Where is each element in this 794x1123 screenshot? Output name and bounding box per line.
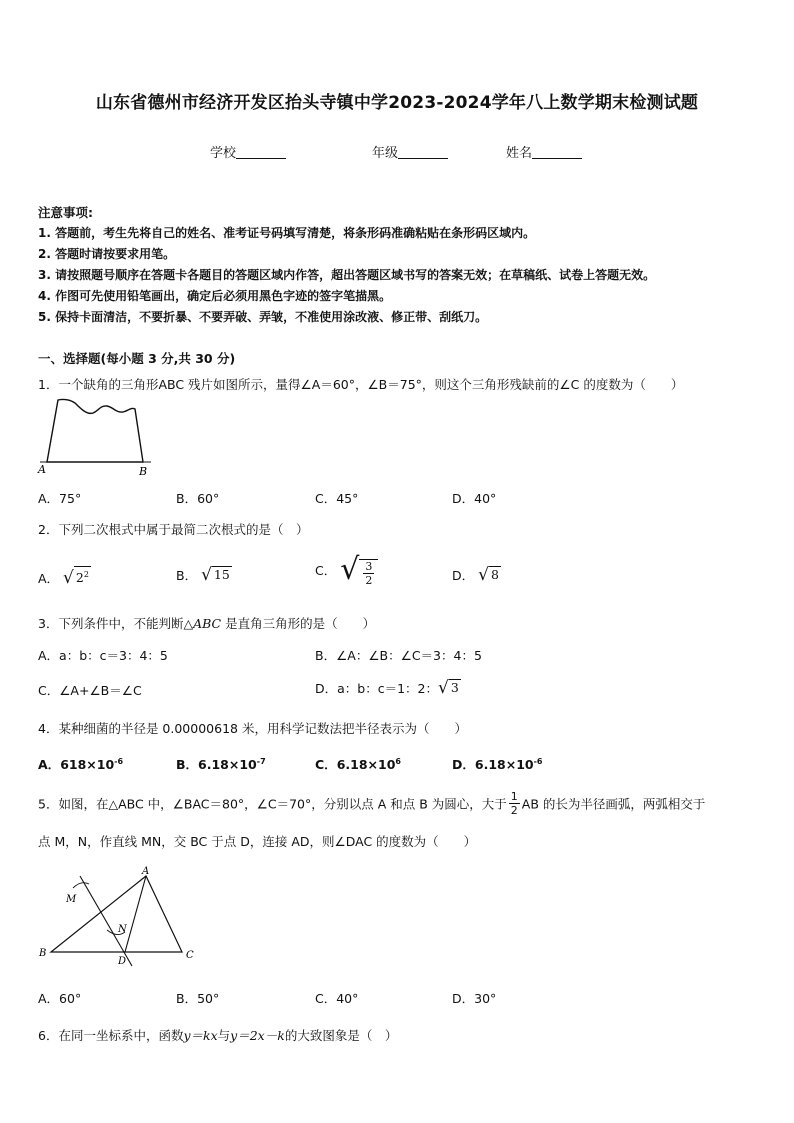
- figure-label-d: D: [118, 956, 127, 967]
- option-c[interactable]: C．45°: [315, 491, 359, 506]
- question-1-text: 1．一个缺角的三角形ABC 残片如图所示，量得∠A＝60°，∠B＝75°，则这个三角形残缺前的∠C 的度数为（ ）: [38, 377, 684, 392]
- question-6-text-pre: 6．在同一坐标系中，函数: [38, 1028, 184, 1043]
- question-5-figure: [35, 862, 205, 970]
- question-2-text: 2．下列二次根式中属于最简二次根式的是（ ）: [38, 522, 309, 537]
- question-5-text-line2: 点 M，N，作直线 MN，交 BC 于点 D，连接 AD，则∠DAC 的度数为（ ）: [38, 834, 477, 849]
- school-label: 学校: [210, 146, 237, 161]
- figure-label-m: M: [66, 894, 77, 905]
- radicand: 15: [213, 567, 230, 582]
- figure-label-a: A: [142, 866, 150, 877]
- radicand: 2: [75, 570, 84, 586]
- option-label: B．: [176, 757, 199, 772]
- fraction-numerator: 3: [365, 560, 373, 573]
- question-6-text-post: 的大致图象是（ ）: [284, 1028, 398, 1043]
- fraction-denominator: 2: [510, 804, 518, 817]
- fraction-numerator: 1: [510, 790, 518, 803]
- name-field: [506, 142, 582, 161]
- name-label: 姓名: [506, 146, 533, 161]
- school-blank: [236, 146, 286, 159]
- question-5-text-pre: 5．如图，在△ABC 中，∠BAC＝80°，∠C＝70°，分别以点 A 和点 B 为圆心，大于: [38, 796, 507, 812]
- option-label: D．: [452, 757, 475, 772]
- option-label: A．: [38, 571, 60, 587]
- option-value: 618×10: [60, 757, 115, 772]
- option-b[interactable]: B．60°: [176, 491, 220, 506]
- option-c[interactable]: C．∠A+∠B＝∠C: [38, 683, 142, 698]
- option-a[interactable]: [38, 755, 123, 773]
- notice-item: 1. 答题前，考生先将自己的姓名、准考证号码填写清楚，将条形码准确粘贴在条形码区域内。: [38, 226, 536, 240]
- grade-blank: [398, 146, 448, 159]
- question-4-text: 4．某种细菌的半径是 0.00000618 米，用科学记数法把半径表示为（ ）: [38, 721, 467, 736]
- function-2: y＝2x－k: [230, 1028, 285, 1043]
- option-c[interactable]: C．40°: [315, 991, 359, 1006]
- page-title: 山东省德州市经济开发区抬头寺镇中学2023-2024学年八上数学期末检测试题: [95, 93, 699, 113]
- option-a[interactable]: A．75°: [38, 491, 82, 506]
- figure-label-c: C: [186, 950, 194, 961]
- notice-item: 4. 作图可先使用铅笔画出，确定后必须用黑色字迹的签字笔描黑。: [38, 289, 392, 303]
- function-1: y＝kx: [183, 1028, 218, 1043]
- option-d[interactable]: D．a：b：c＝1：2： √ 3: [315, 678, 459, 698]
- question-1-figure: [35, 393, 157, 477]
- notice-heading: 注意事项:: [38, 205, 93, 220]
- option-b[interactable]: [176, 755, 266, 773]
- option-label: A．: [38, 757, 61, 772]
- radicand: 3: [450, 680, 459, 695]
- option-value: 6.18×10: [336, 757, 396, 772]
- question-5-text-post: AB 的长为半径画弧，两弧相交于: [521, 796, 706, 812]
- option-c[interactable]: [315, 755, 401, 773]
- question-6-text-mid: 与: [217, 1028, 231, 1043]
- option-a[interactable]: A．60°: [38, 991, 82, 1006]
- option-label: C．: [315, 757, 337, 772]
- option-label: D．: [452, 568, 475, 583]
- question-3-text-post: 是直角三角形的是（ ）: [221, 616, 376, 631]
- option-exponent: -7: [256, 756, 266, 766]
- option-exponent: -6: [533, 756, 543, 766]
- option-d[interactable]: D．40°: [452, 491, 497, 506]
- option-b[interactable]: B．50°: [176, 991, 220, 1006]
- question-5-text-line1: [38, 790, 705, 817]
- option-a[interactable]: A．a：b：c＝3：4：5: [38, 648, 168, 663]
- option-c[interactable]: C． √ $\frac{3}{2}$: [315, 553, 378, 587]
- notice-item: 5. 保持卡面清洁，不要折暴、不要弄破、弄皱，不准使用涂改液、修正带、刮纸刀。: [38, 310, 488, 324]
- option-value: 6.18×10: [198, 757, 257, 772]
- option-label: B．: [176, 568, 198, 583]
- option-d[interactable]: D．30°: [452, 991, 497, 1006]
- figure-label-b: B: [139, 465, 148, 477]
- notice-item: 3. 请按照题号顺序在答题卡各题目的答题区域内作答，超出答题区域书写的答案无效；在草稿纸、试卷上答题无效。: [38, 268, 656, 282]
- option-label: C．: [315, 563, 337, 578]
- triangle-name: ABC: [193, 616, 222, 631]
- option-label: D．a：b：c＝1：2：: [315, 681, 438, 696]
- figure-label-a: A: [38, 463, 46, 476]
- option-value: 6.18×10: [474, 757, 534, 772]
- option-d[interactable]: [452, 755, 543, 773]
- radicand: 8: [490, 567, 499, 582]
- grade-label: 年级: [372, 146, 399, 161]
- section-heading: 一、选择题(每小题 3 分,共 30 分): [38, 351, 236, 366]
- option-a[interactable]: A． √ $2^2$: [38, 566, 91, 587]
- grade-field: [372, 142, 448, 161]
- question-3-text-pre: 3．下列条件中，不能判断△: [38, 616, 194, 631]
- option-b[interactable]: B．∠A：∠B：∠C＝3：4：5: [315, 648, 482, 663]
- option-b[interactable]: B． √ 15: [176, 565, 230, 585]
- option-d[interactable]: D． √ 8: [452, 565, 499, 585]
- figure-label-n: N: [118, 924, 127, 935]
- exponent: 2: [83, 570, 89, 579]
- option-exponent: 6: [395, 756, 401, 766]
- school-field: [210, 142, 286, 161]
- figure-label-b: B: [39, 948, 47, 959]
- question-6-text: [38, 1026, 397, 1044]
- fraction-denominator: 2: [365, 574, 373, 587]
- name-blank: [532, 146, 582, 159]
- option-exponent: -6: [114, 756, 124, 766]
- question-3-text: [38, 614, 375, 632]
- notice-item: 2. 答题时请按要求用笔。: [38, 247, 176, 261]
